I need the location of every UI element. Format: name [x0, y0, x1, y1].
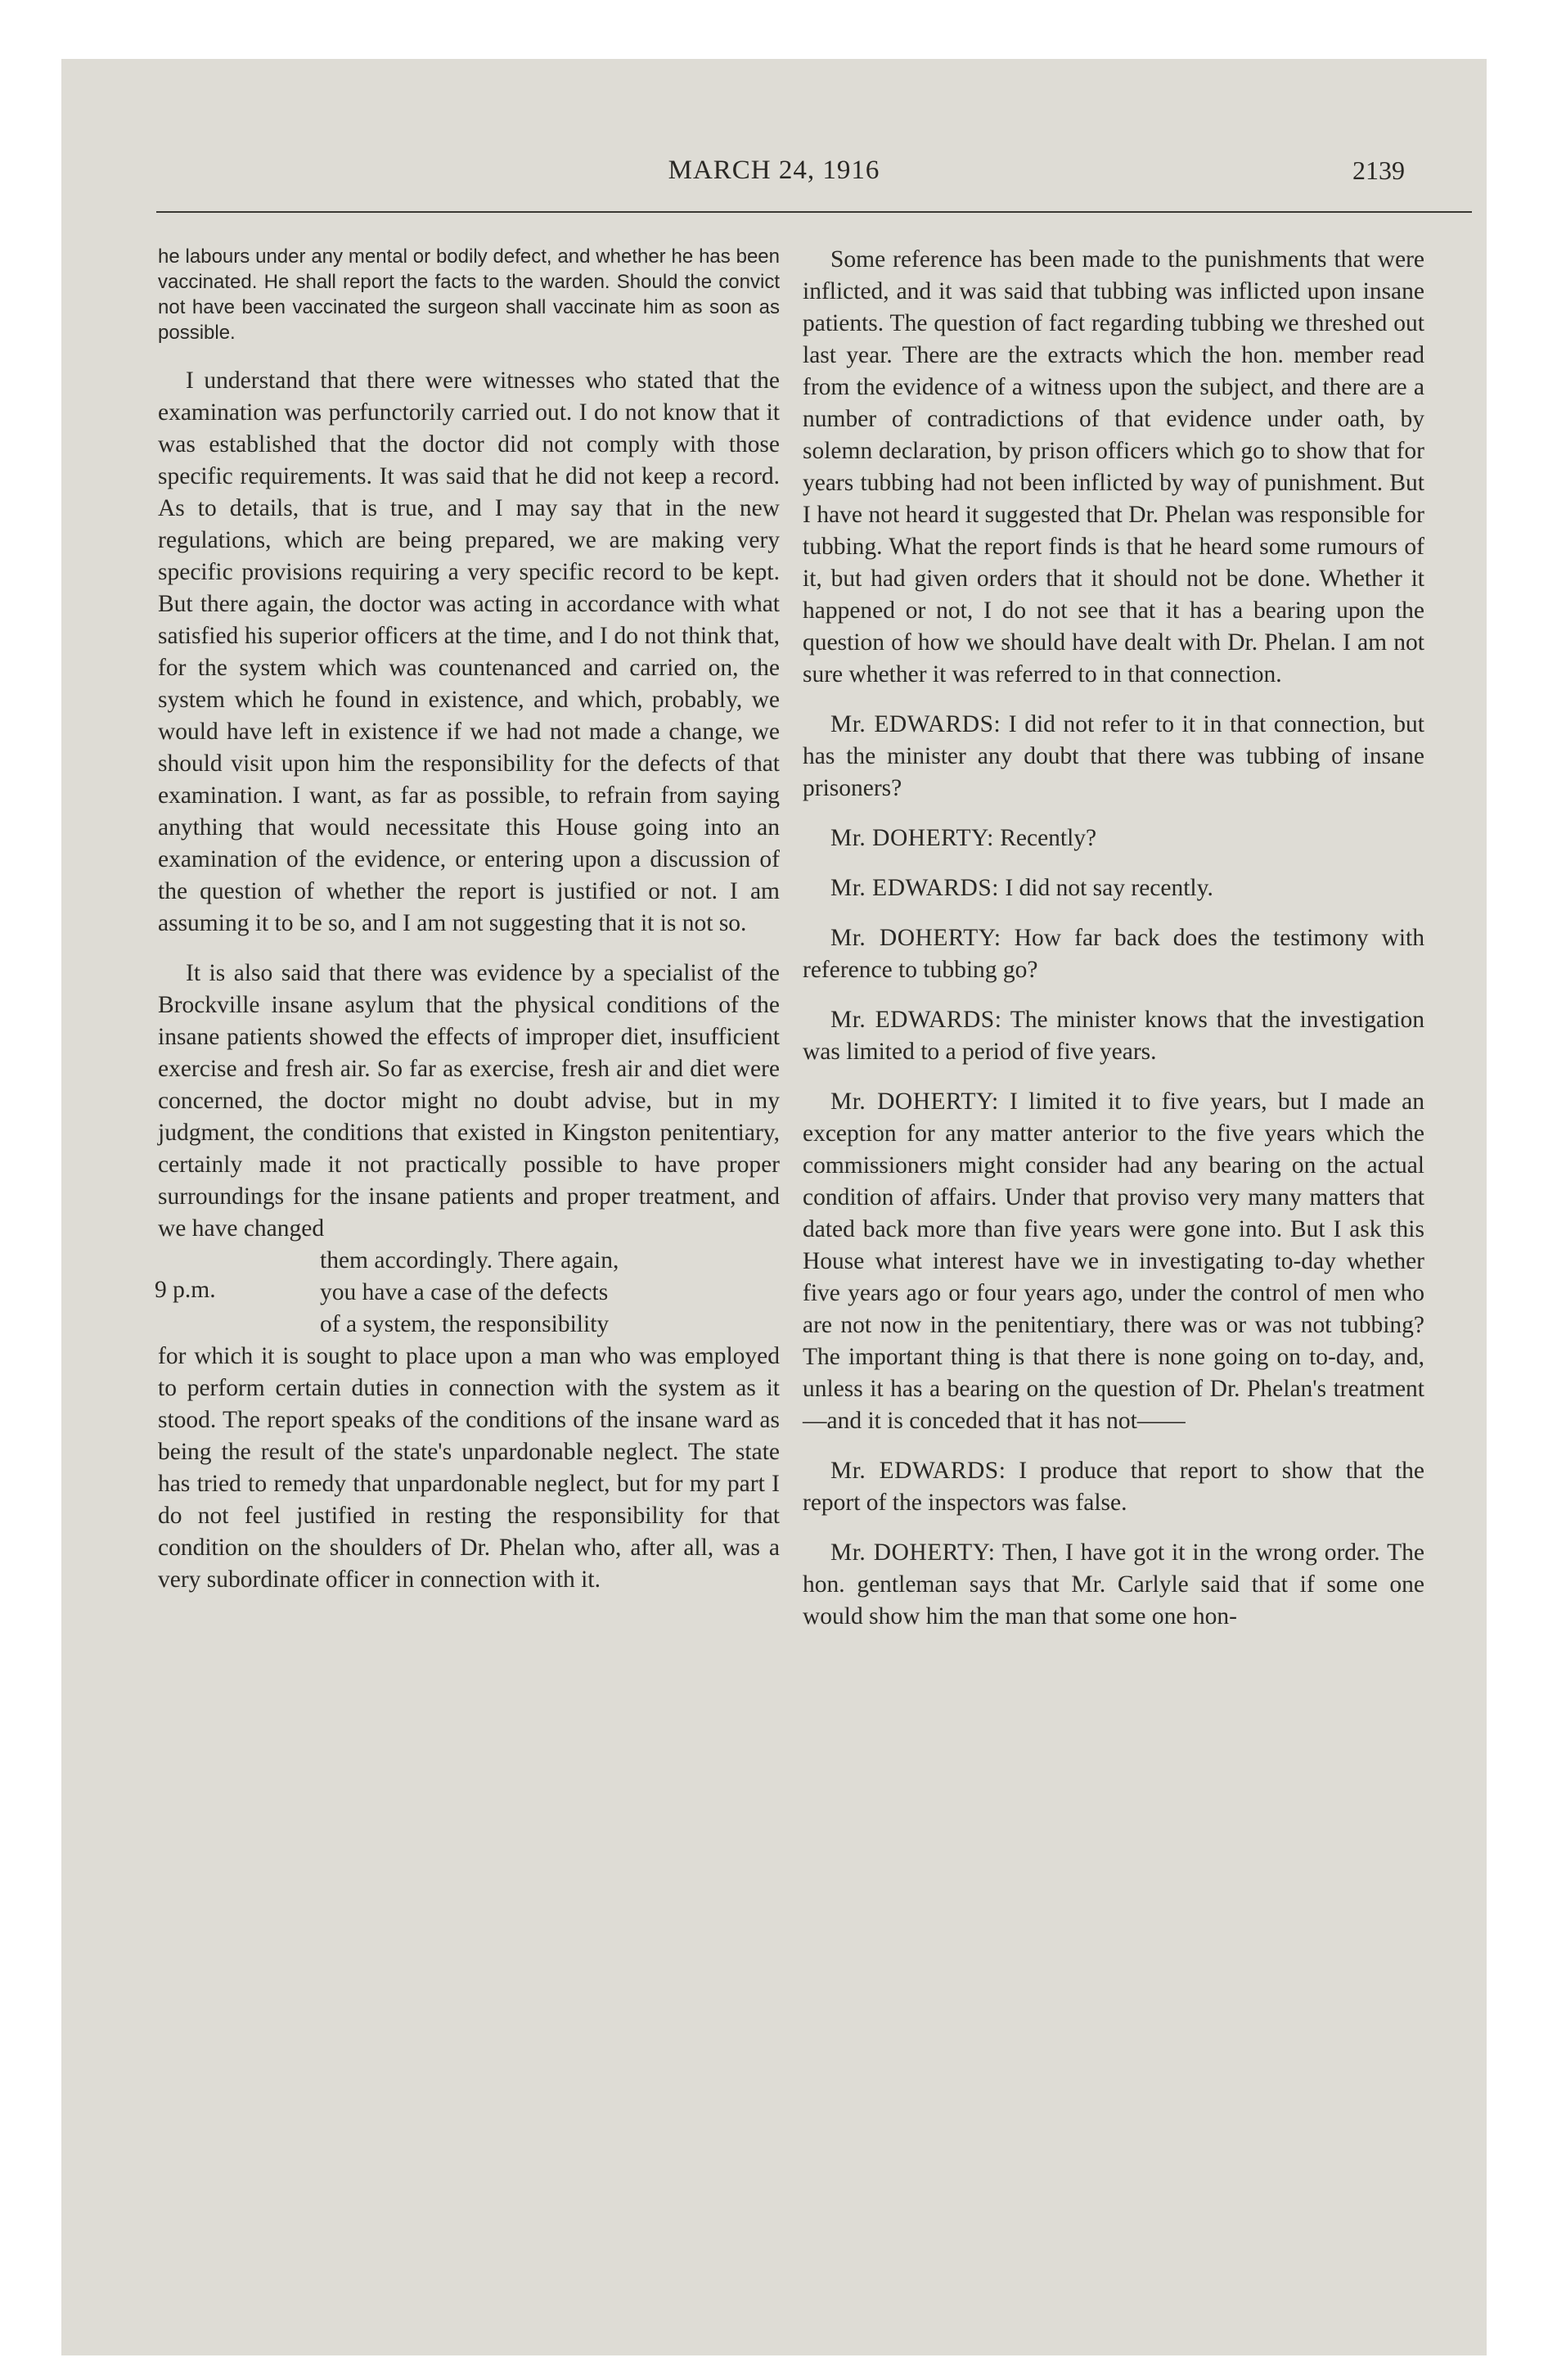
page-header: [61, 156, 1487, 196]
speech-text: Then, I have got it in the wrong order. The hon. gentleman says that Mr. Carlyle said that if some one would show him the man that some one hon-: [803, 1539, 1424, 1629]
paragraph: It is also said that there was evidence by a specialist of the Brockville insane asylum that the physical conditions of the insane patients showed the effects of improper diet, insufficient exercise and fresh air. So far as exercise, fresh air and diet were concerned, the doctor might no doubt advise, but in my judgment, the conditions that existed in Kingston penitentiary, certainly made it not practically possible to have proper surroundings for the insane patients and proper treatment, and we have changed: [158, 960, 780, 1242]
speech-text: I did not say recently.: [1005, 875, 1213, 901]
right-column: [803, 244, 1424, 1651]
paragraph: Some reference has been made to the punishments that were inflicted, and it was said that tubbing was inflicted upon insane patients. The question of fact regarding tubbing we threshed out last year. There are the extracts which the hon. member read from the evidence of a witness upon the subject, and there are a number of contradictions of that evidence under oath, by solemn declaration, by prison officers which go to show that for years tubbing had not been inflicted by way of punishment. But I have not heard it suggested that Dr. Phelan was responsible for tubbing. What the report finds is that he heard some rumours of it, but had given orders that it should not be done. Whether it happened or not, I do not see that it has a bearing upon the question of how we should have dealt with Dr. Phelan. I am not sure whether it was referred to in that connection.: [803, 246, 1424, 687]
regulation-quote: he labours under any mental or bodily defect, and whether he has been vaccinated. He shall report the facts to the warden. Should the convict not have been vaccinated the surgeon shall vaccinate him as soon as possible.: [158, 246, 780, 344]
speaker-name: Mr. EDWARDS:: [830, 1458, 1006, 1484]
time-marker: 9 p.m.: [155, 1277, 216, 1303]
dialogue-entry: [803, 922, 1424, 986]
speaker-name: Mr. DOHERTY:: [830, 925, 1001, 951]
speaker-name: Mr. EDWARDS:: [830, 875, 999, 901]
speech-text: How far back does the testimony with reference to tubbing go?: [803, 925, 1425, 983]
speech-text: Recently?: [1000, 825, 1097, 851]
speaker-name: Mr. DOHERTY:: [830, 825, 994, 851]
document-page: [61, 59, 1487, 2355]
paragraph: I understand that there were witnesses who stated that the examination was perfunctorily carried out. I do not know that it was established that the doctor did not comply with those specific requirements. It was said that he did not keep a record. As to details, that is true, and I may say that in the new regulations, which are being prepared, we are making very specific provisions requiring a very specific record to be kept. But there again, the doctor was acting in accordance with what satisfied his superior officers at the time, and I do not think that, for the system which was countenanced and carried on, the system which he found in existence, and which, probably, we would have left in existence if we had not made a change, we should visit upon him the responsibility for the defects of that examination. I want, as far as possible, to refrain from saying anything that would necessitate this House going into an examination of the evidence, or entering upon a discussion of the question of whether the report is justified or not. I am assuming it to be so, and I am not suggesting that it is not so.: [158, 367, 780, 936]
inset-line: them accordingly. There again,: [320, 1247, 619, 1273]
page-number: 2139: [1352, 156, 1405, 185]
speaker-name: Mr. EDWARDS:: [830, 1007, 1002, 1033]
speech-text: I limited it to five years, but I made an exception for any matter anterior to the five years which the commissioners might consider had any bearing on the actual condition of affairs. Under that proviso very many matters that dated back more than five years were gone into. But I ask this House what interest have we in investigating to-day whether five years ago or four years ago, under the control of men who are not now in the penitentiary, there was or was not tubbing? The important thing is that there is none going on to-day, and, unless it has a bearing on the question of Dr. Phelan's treatment—and it is conceded that it has not——: [803, 1089, 1424, 1434]
paragraph: for which it is sought to place upon a man who was employed to perform certain duties in connection with the system as it stood. The report speaks of the conditions of the insane ward as being the result of the state's unpardonable neglect. The state has tried to remedy that unpardonable neglect, but for my part I do not feel justified in resting the responsibility for that condition on the shoulders of Dr. Phelan who, after all, was a very subordinate officer in connection with it.: [158, 1343, 780, 1593]
header-rule: [156, 211, 1472, 213]
dialogue-entry: [803, 1086, 1424, 1437]
speech-text: I did not refer to it in that connection, but has the minister any doubt that there was tubbing of insane prisoners?: [803, 711, 1424, 801]
speaker-name: Mr. EDWARDS:: [830, 711, 1001, 737]
dialogue-entry: [803, 823, 1424, 854]
speaker-name: Mr. DOHERTY:: [830, 1089, 999, 1115]
header-date: MARCH 24, 1916: [668, 156, 880, 185]
timestamp-row: [155, 1277, 780, 1309]
dialogue-entry: [803, 709, 1424, 805]
inset-line: you have a case of the defects: [320, 1279, 609, 1305]
dialogue-entry: [803, 1537, 1424, 1633]
speech-text: I produce that report to show that the report of the inspectors was false.: [803, 1458, 1425, 1516]
dialogue-entry: [803, 1455, 1424, 1519]
inset-line: of a system, the responsibility: [320, 1311, 610, 1337]
left-column: [155, 244, 780, 1614]
dialogue-entry: [803, 872, 1424, 904]
speaker-name: Mr. DOHERTY:: [830, 1539, 996, 1566]
speech-text: The minister knows that the investigation was limited to a period of five years.: [803, 1007, 1424, 1065]
dialogue-entry: [803, 1004, 1424, 1068]
